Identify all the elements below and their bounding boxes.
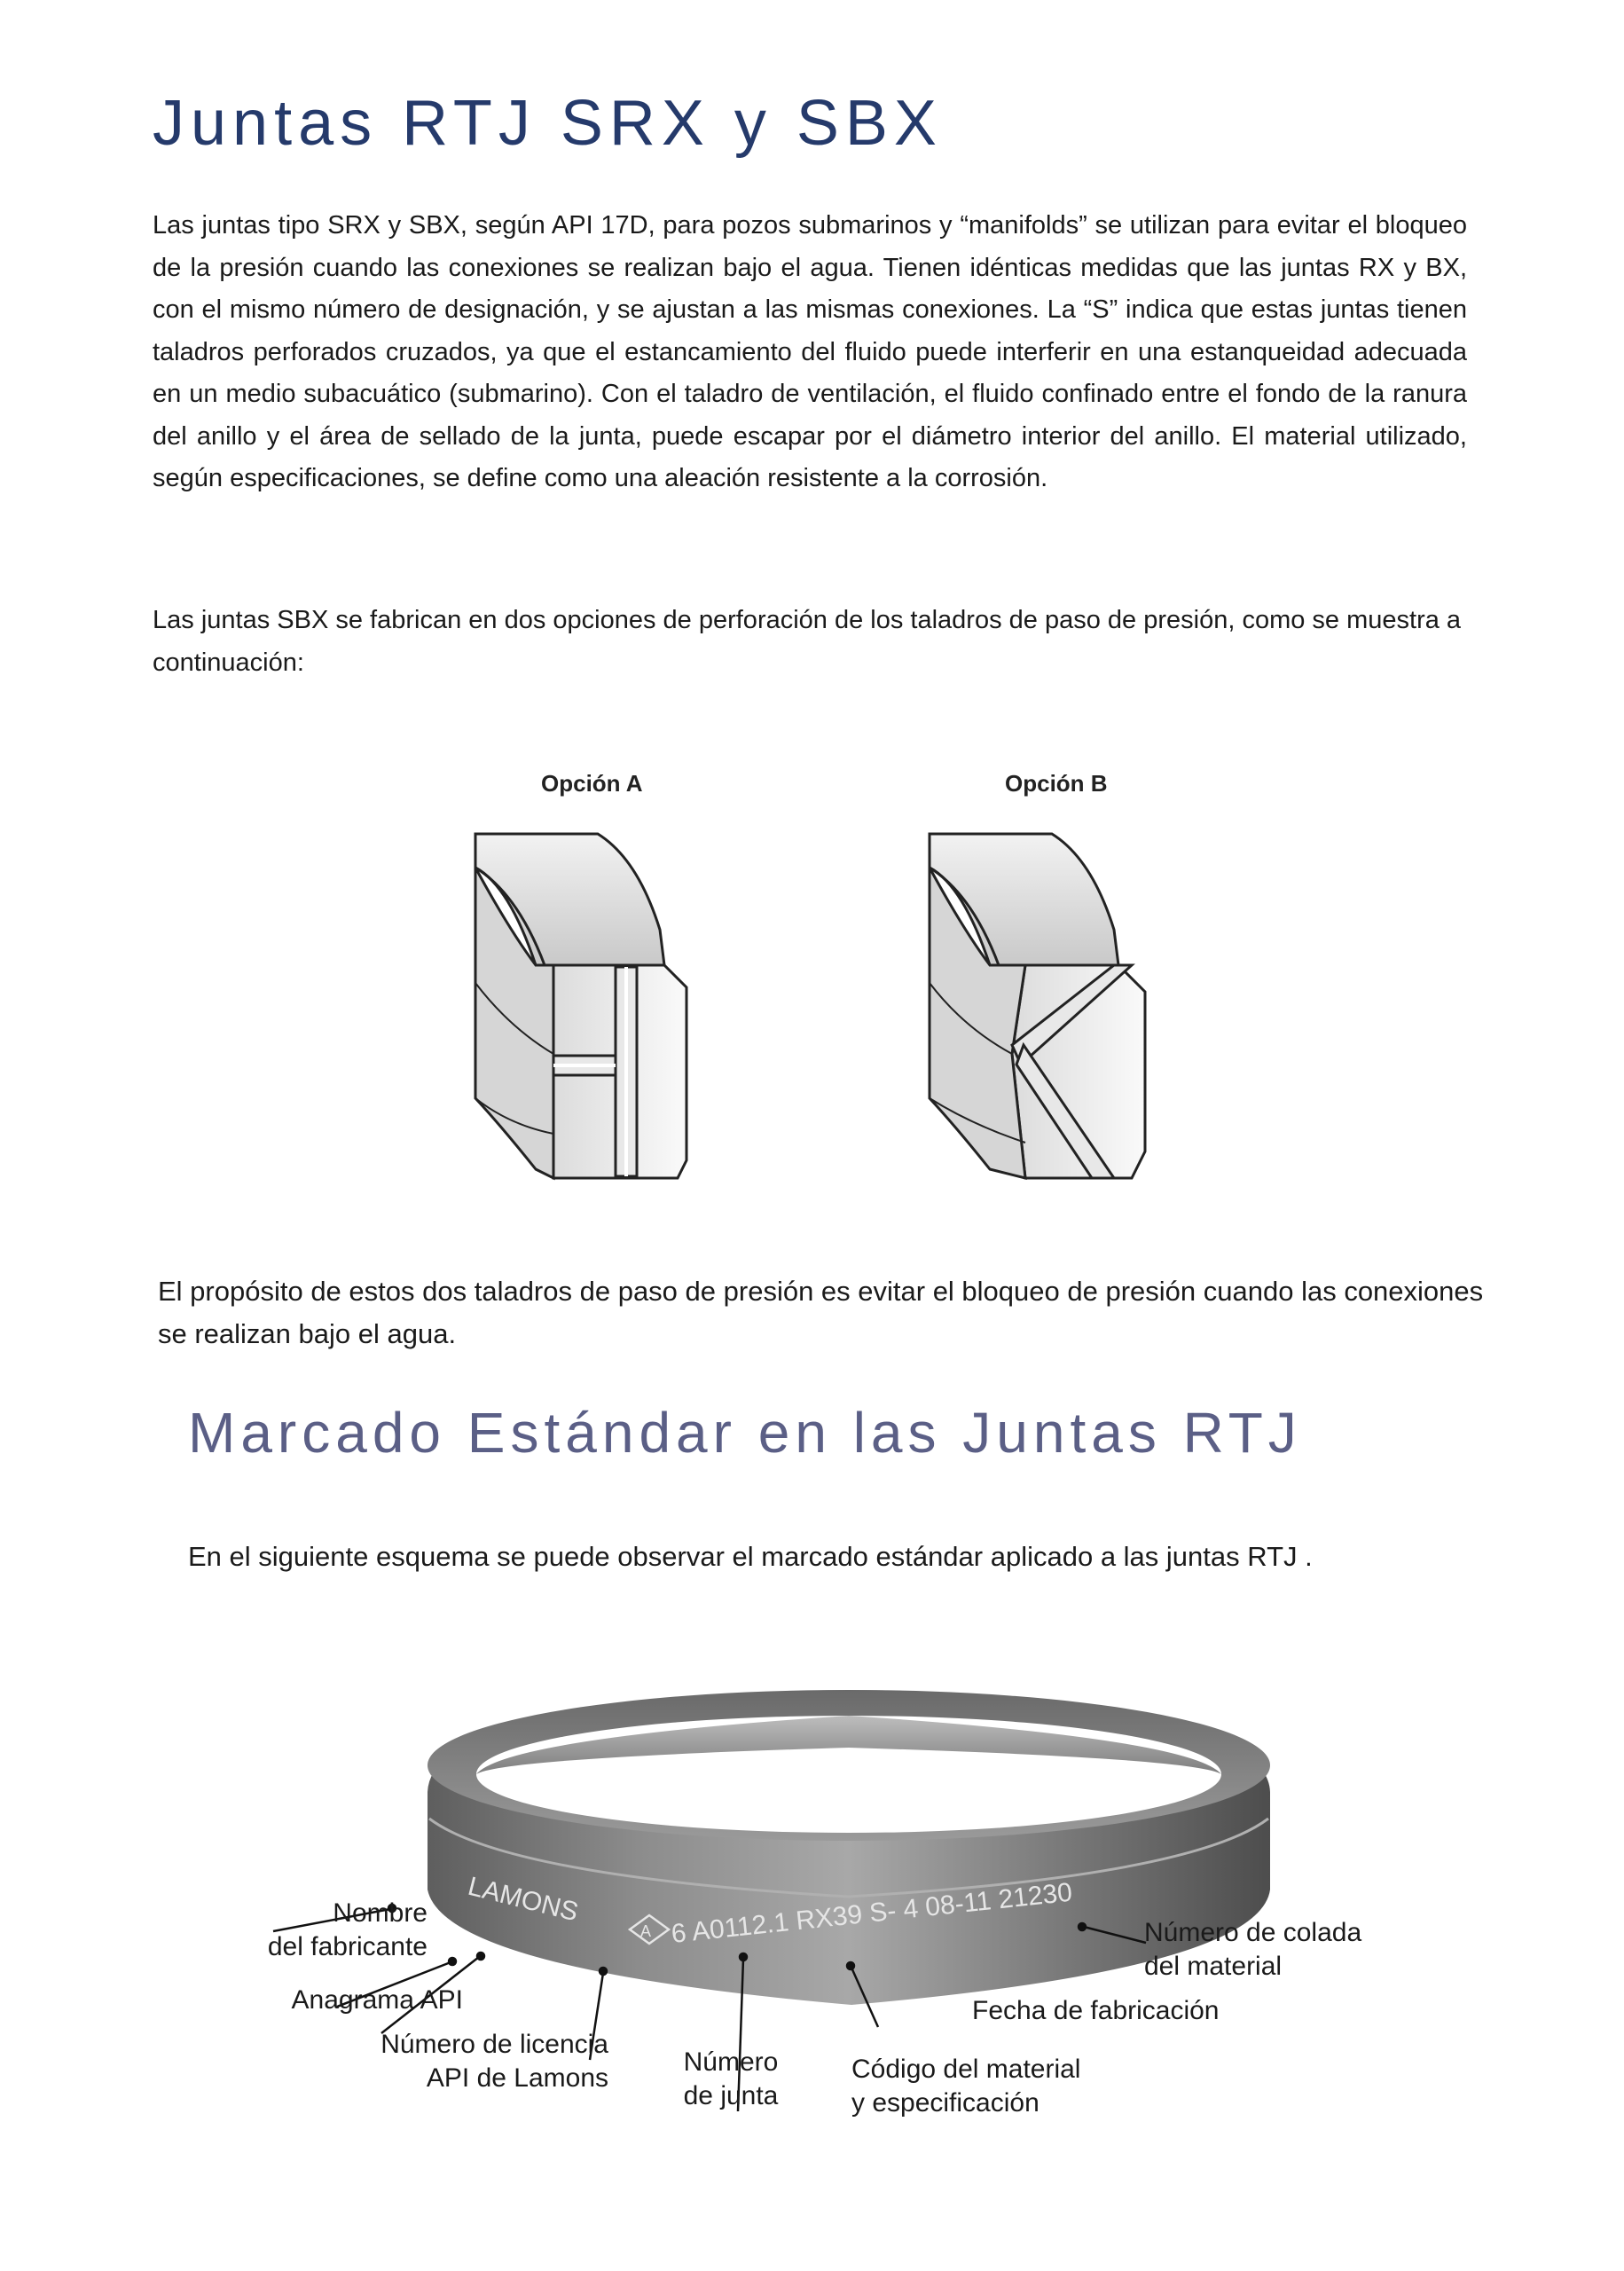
purpose-paragraph: El propósito de estos dos taladros de paso de presión es evitar el bloqueo de presión cuando las conexiones se realizan bajo el agua. [158,1276,1484,1349]
callout-number-line2: de junta [683,2081,779,2110]
callout-material-line1: Código del material [851,2055,1081,2084]
ring-stamp-maker: LAMONS [465,1871,582,1928]
callout-heat-line1: Número de colada [1144,1918,1362,1947]
callout-license-line1: Número de licencia [381,2030,608,2059]
page-title: Juntas RTJ SRX y SBX [153,88,943,159]
ring-stamp-code: 6 A0112.1 RX39 S- 4 08-11 21230 [670,1877,1074,1949]
option-b-diagram [928,832,1238,1187]
callout-manufacturer-name [239,1897,428,1964]
intro-paragraph: Las juntas tipo SRX y SBX, según API 17D, para pozos submarinos y “manifolds” se utilizan para evitar el bloqueo de la presión cuando las conexiones se realizan bajo el agua. Tienen idénticas medidas que las juntas RX y BX, con el mismo número de designación, y se ajustan a las mismas conexiones. La “S” indica que estas juntas tienen taladros perforados cruzados, ya que el estancamiento del fluido puede interferir en una estanqueidad adecuada en un medio subacuático (submarino). Con el taladro de ventilación, el fluido confinado entre el fondo de la ranura del anillo y el área de sellado de la junta, puede escapar por el diámetro interior del anillo. El material utilizado, según especificaciones, se define como una aleación resistente a la corrosión. [153,211,1467,492]
callout-api-license [346,2028,608,2095]
callout-material-line2: y especificación [851,2088,1040,2118]
callout-material-code [851,2053,1100,2120]
callout-heat-number [1144,1916,1410,1984]
callout-manufacturer-line1: Nombre [333,1898,428,1928]
callout-heat-line2: del material [1144,1952,1283,1981]
callout-license-line2: API de Lamons [426,2063,608,2093]
section-title-marking: Marcado Estándar en las Juntas RTJ [188,1401,1302,1465]
marking-intro-paragraph: En el siguiente esquema se puede observar el marcado estándar aplicado a las juntas RTJ . [188,1541,1313,1572]
callout-api-monogram: Anagrama API [291,1985,463,2015]
callout-manufacturer-line2: del fabricante [267,1932,428,1961]
callout-gasket-number [660,2046,802,2113]
option-b-label: Opción B [1005,770,1108,797]
callout-manufacture-date: Fecha de fabricación [972,1996,1220,2025]
svg-text:A: A [640,1922,652,1940]
option-a-diagram [474,832,784,1187]
option-a-label: Opción A [541,770,643,797]
callout-number-line1: Número [683,2047,779,2077]
options-intro-paragraph: Las juntas SBX se fabrican en dos opciones de perforación de los taladros de paso de presión, como se muestra a continuación: [153,606,1462,677]
